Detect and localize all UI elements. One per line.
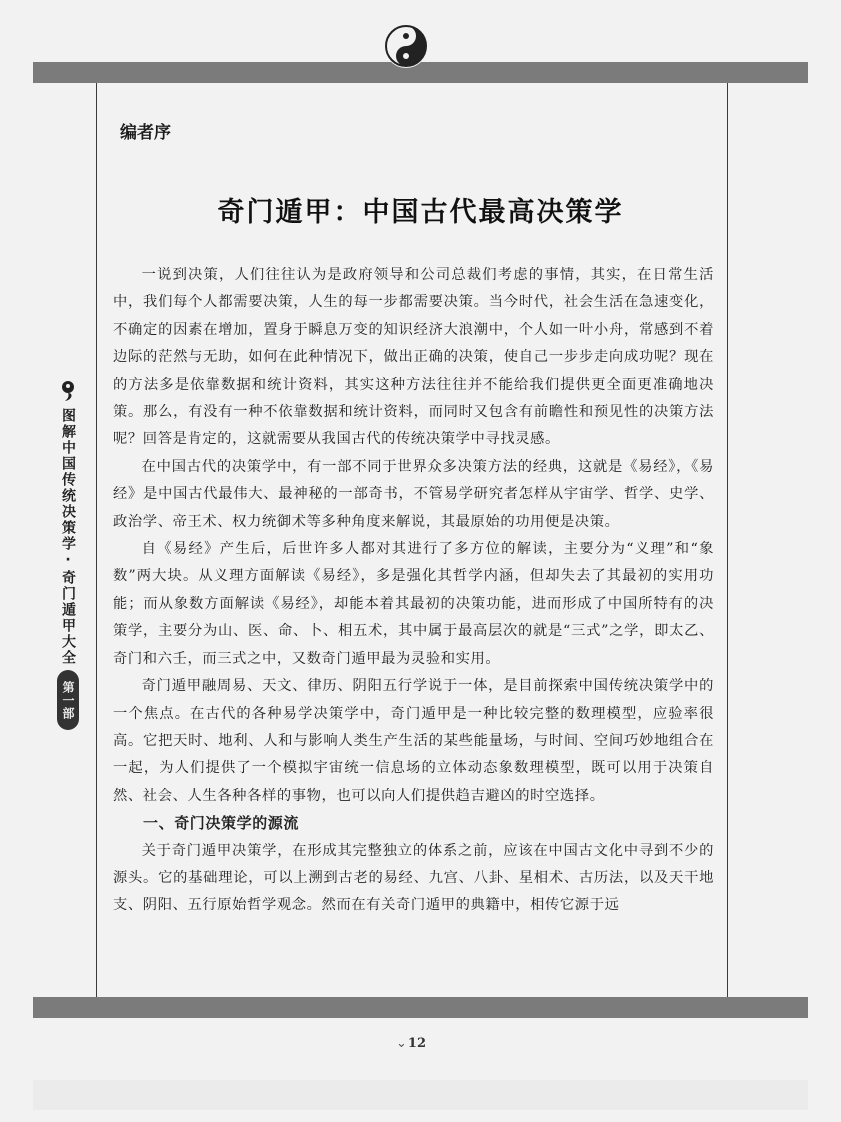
page-title: 奇门遁甲：中国古代最高决策学 <box>217 197 624 228</box>
bottom-band <box>33 997 808 1018</box>
paragraph: 一说到决策，人们往往认为是政府领导和公司总裁们考虑的事情，其实，在日常生活中，我们每个人都需要决策，人生的每一步都需要决策。当今时代，社会生活在急速变化，不确定的因素在增加，置身于瞬息万变的知识经济大浪潮中，个人如一叶小舟，常感到不着边际的茫然与无助，如何在此种情况下，做出正确的决策，使自己一步步走向成功呢？现在的方法多是依靠数据和统计资料，其实这种方法往往并不能给我们提供更全面更准确地决策。那么，有没有一种不依靠数据和统计资料，而同时又包含有前瞻性和预见性的决策方法呢？回答是肯定的，这就需要从我国古代的传统决策学中寻找灵感。 <box>113 267 714 448</box>
page-number <box>396 1036 426 1051</box>
yin-yang-half-icon <box>60 380 76 402</box>
bleed-through-area <box>33 1080 808 1110</box>
side-tab <box>54 380 82 730</box>
book-title-vertical: 图解中国传统决策学·奇门遁甲大全 <box>60 408 76 666</box>
paragraph: 自《易经》产生后，后世许多人都对其进行了多方位的解读，主要分为“义理”和“象数”两大块。从义理方面解读《易经》，多是强化其哲学内涵，但却失去了其最初的实用功能；而从象数方面解读《易经》，却能本着其最初的决策功能，进而形成了中国所特有的决策学，主要分为山、医、命、卜、相五术，其中属于最高层次的就是“三式”之学，即太乙、奇门和六壬，而三式之中，又数奇门遁甲最为灵验和实用。 <box>113 541 714 667</box>
section-label: 编者序 <box>120 123 171 143</box>
body-text <box>113 262 714 920</box>
yin-yang-icon <box>384 24 428 68</box>
page-number-value: 12 <box>407 1036 426 1051</box>
paragraph: 在中国古代的决策学中，有一部不同于世界众多决策方法的经典，这就是《易经》，《易经》是中国古代最伟大、最神秘的一部奇书，不管易学研究者怎样从宇宙学、哲学、史学、政治学、帝王术、权力统御术等多种角度来解说，其最原始的功用便是决策。 <box>113 458 714 530</box>
paragraph: 关于奇门遁甲决策学，在形成其完整独立的体系之前，应该在中国古文化中寻到不少的源头。它的基础理论，可以上溯到古老的易经、九宫、八卦、星相术、古历法，以及天干地支、阴阳、五行原始哲学观念。然而在有关奇门遁甲的典籍中，相传它源于远 <box>113 842 714 914</box>
subheading: 一、奇门决策学的源流 <box>143 814 300 833</box>
curl-ornament-icon: ⌄ <box>396 1036 407 1051</box>
paragraph: 奇门遁甲融周易、天文、律历、阴阳五行学说于一体，是目前探索中国传统决策学中的一个焦点。在古代的各种易学决策学中，奇门遁甲是一种比较完整的数理模型，应验率很高。它把天时、地利、人和与影响人类生产生活的某些能量场，与时间、空间巧妙地组合在一起，为人们提供了一个模拟宇宙统一信息场的立体动态象数理模型，既可以用于决策自然、社会、人生各种各样的事物，也可以向人们提供趋吉避凶的时空选择。 <box>113 678 714 804</box>
part-badge: 第一部 <box>57 670 79 730</box>
